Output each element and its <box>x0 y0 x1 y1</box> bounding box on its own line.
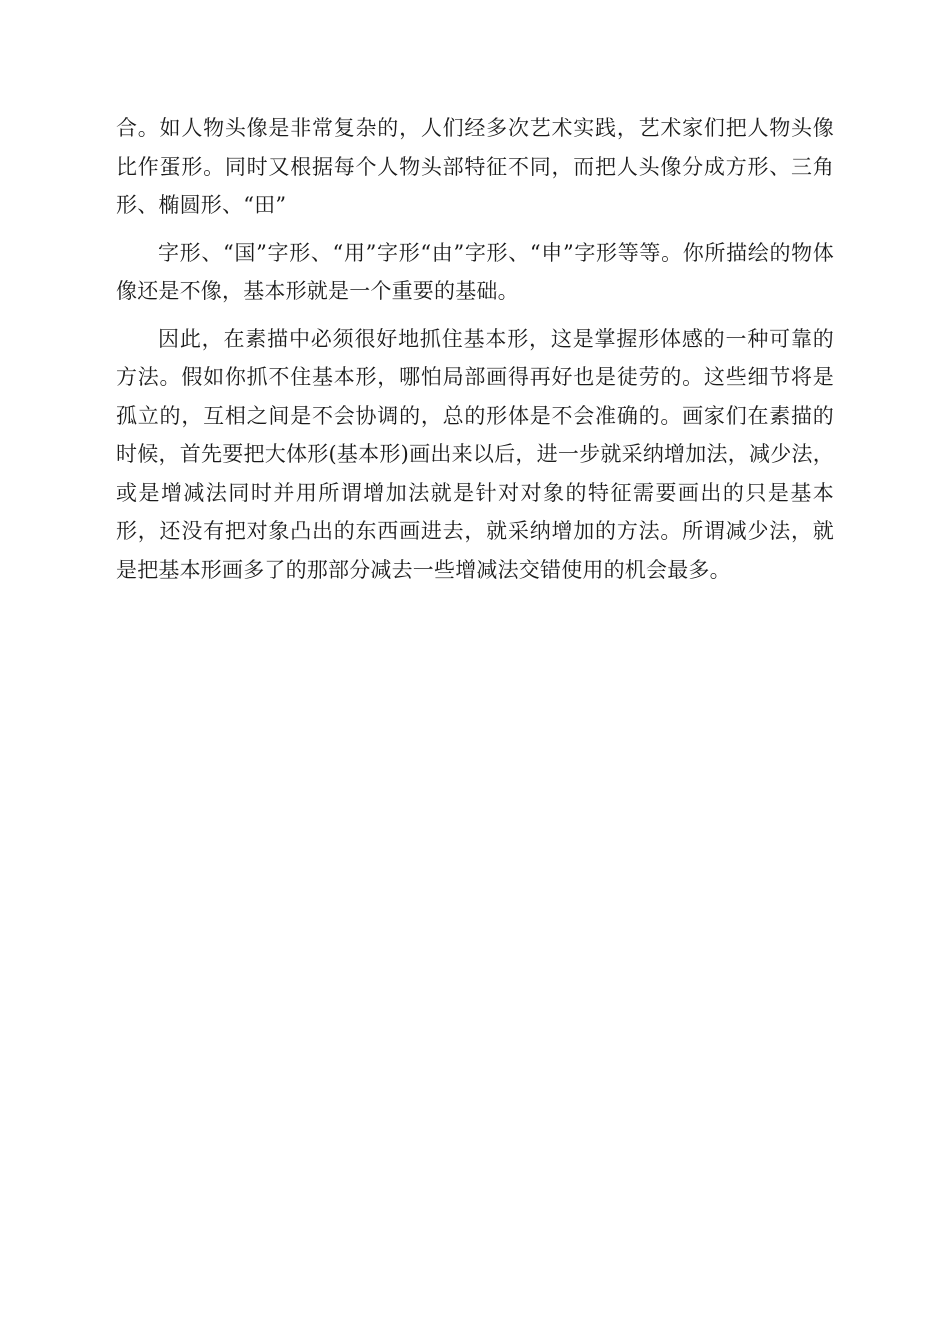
paragraph-3: 因此，在素描中必须很好地抓住基本形，这是掌握形体感的一种可靠的方法。假如你抓不住基本形，哪怕局部画得再好也是徒劳的。这些细节将是孤立的，互相之间是不会协调的，总的形体是不会准确的。画家们在素描的时候，首先要把大体形(基本形)画出来以后，进一步就采纳增加法，减少法，或是增减法同时并用所谓增加法就是针对对象的特征需要画出的只是基本形，还没有把对象凸出的东西画进去，就采纳增加的方法。所谓减少法，就是把基本形画多了的那部分减去一些增减法交错使用的机会最多。 <box>116 326 834 582</box>
paragraph-1: 合。如人物头像是非常复杂的，人们经多次艺术实践，艺术家们把人物头像比作蛋形。同时又根据每个人物头部特征不同，而把人头像分成方形、三角形、椭圆形、“田” <box>116 116 834 217</box>
document-body <box>116 109 834 589</box>
paragraph-2: 字形、“国”字形、“用”字形“由”字形、“申”字形等等。你所描绘的物体像还是不像，基本形就是一个重要的基础。 <box>116 240 834 303</box>
